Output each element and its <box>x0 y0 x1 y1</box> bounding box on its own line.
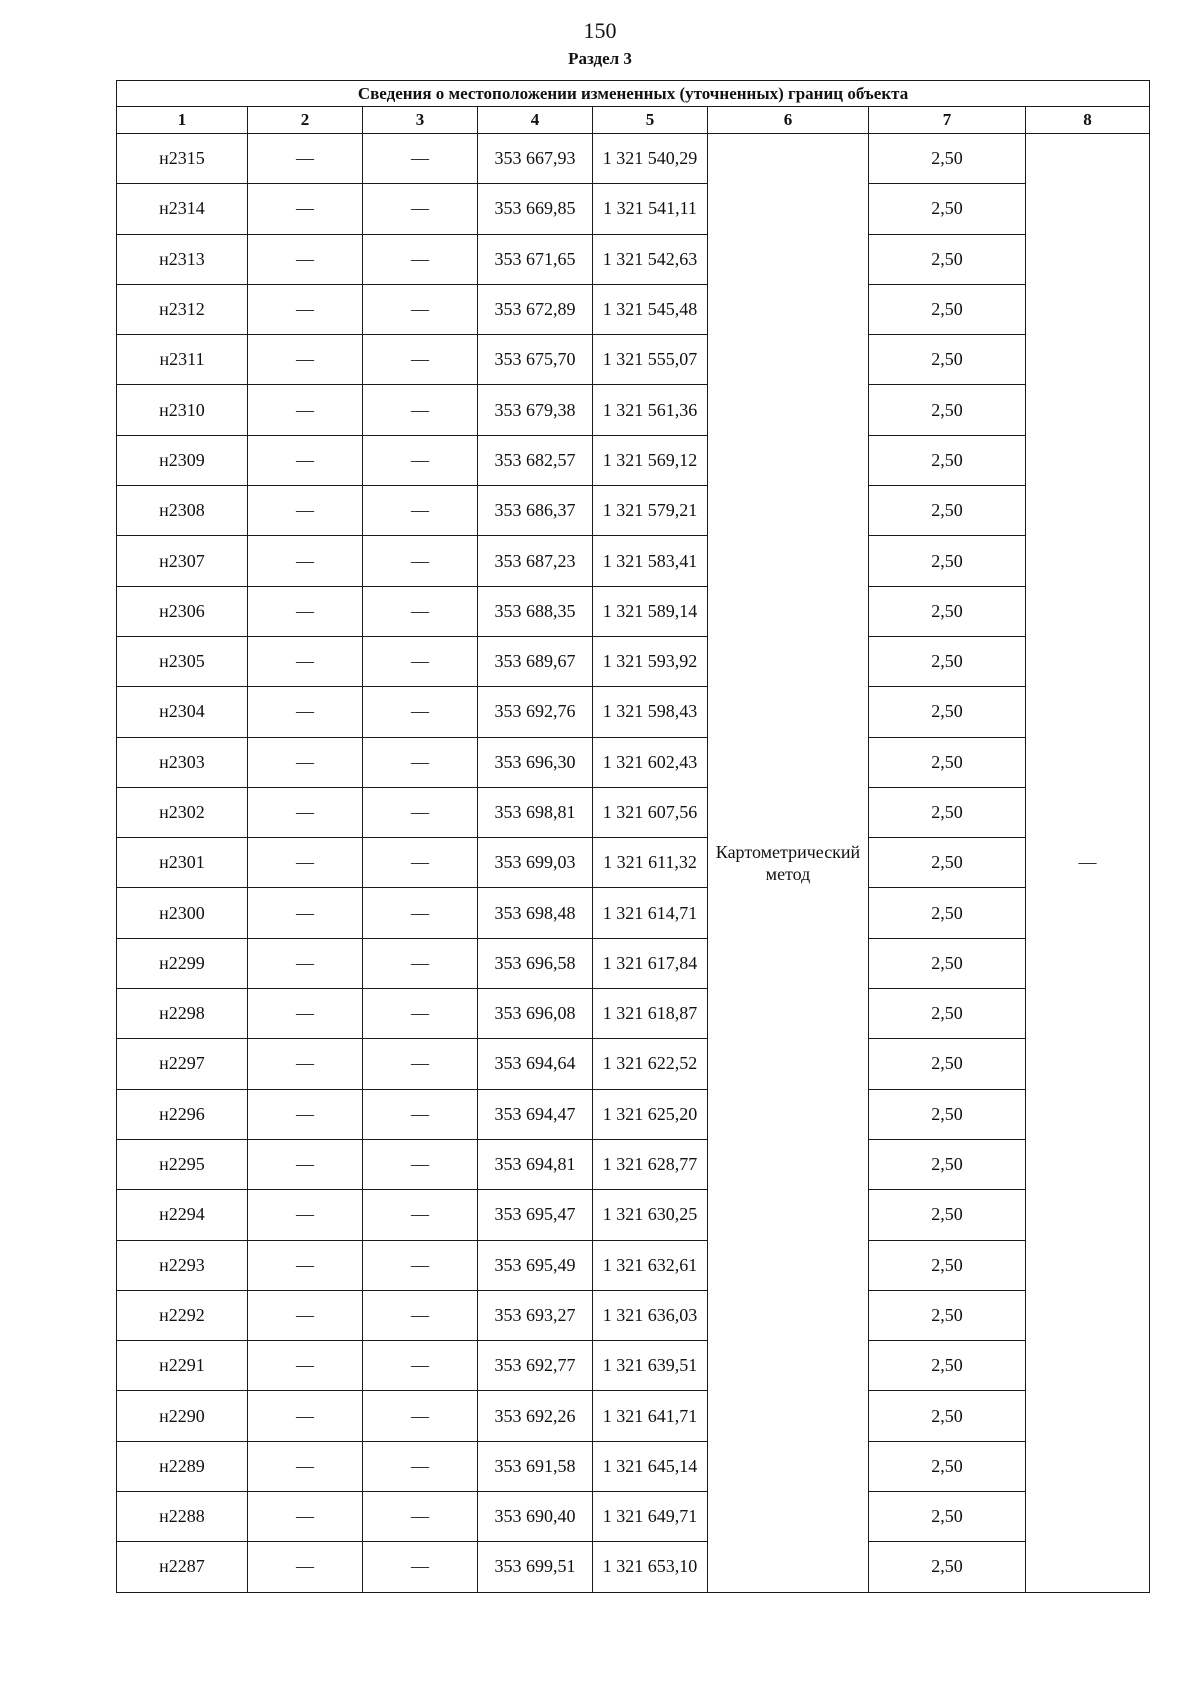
x-coordinate-cell: 353 692,76 <box>478 687 593 737</box>
point-id-cell: н2288 <box>117 1492 248 1542</box>
column-2-cell: — <box>248 234 363 284</box>
point-id-cell: н2304 <box>117 687 248 737</box>
column-index-row <box>117 107 1150 134</box>
column-3-cell: — <box>363 989 478 1039</box>
column-2-cell: — <box>248 536 363 586</box>
y-coordinate-cell: 1 321 540,29 <box>593 134 708 184</box>
column-2-cell: — <box>248 435 363 485</box>
boundary-coordinates-table <box>116 80 1150 1593</box>
point-id-cell: н2314 <box>117 184 248 234</box>
point-id-cell: н2315 <box>117 134 248 184</box>
table-row <box>117 1391 1150 1441</box>
column-3-cell: — <box>363 385 478 435</box>
accuracy-cell: 2,50 <box>869 1542 1026 1592</box>
table-row <box>117 989 1150 1039</box>
x-coordinate-cell: 353 679,38 <box>478 385 593 435</box>
column-2-cell: — <box>248 385 363 435</box>
column-index: 7 <box>869 107 1026 134</box>
y-coordinate-cell: 1 321 593,92 <box>593 636 708 686</box>
x-coordinate-cell: 353 688,35 <box>478 586 593 636</box>
page-number: 150 <box>583 18 617 43</box>
column-2-cell: — <box>248 1089 363 1139</box>
accuracy-cell: 2,50 <box>869 1492 1026 1542</box>
column-2-cell: — <box>248 1441 363 1491</box>
table-row <box>117 284 1150 334</box>
column-3-cell: — <box>363 1139 478 1189</box>
point-id-cell: н2306 <box>117 586 248 636</box>
table-row <box>117 134 1150 184</box>
y-coordinate-cell: 1 321 653,10 <box>593 1542 708 1592</box>
column-index: 4 <box>478 107 593 134</box>
table-row <box>117 1089 1150 1139</box>
column-3-cell: — <box>363 1492 478 1542</box>
x-coordinate-cell: 353 694,64 <box>478 1039 593 1089</box>
table-row <box>117 486 1150 536</box>
y-coordinate-cell: 1 321 583,41 <box>593 536 708 586</box>
y-coordinate-cell: 1 321 598,43 <box>593 687 708 737</box>
column-3-cell: — <box>363 134 478 184</box>
y-coordinate-cell: 1 321 618,87 <box>593 989 708 1039</box>
column-2-cell: — <box>248 284 363 334</box>
point-id-cell: н2313 <box>117 234 248 284</box>
point-id-cell: н2300 <box>117 888 248 938</box>
point-id-cell: н2310 <box>117 385 248 435</box>
point-id-cell: н2290 <box>117 1391 248 1441</box>
table-row <box>117 586 1150 636</box>
table-row <box>117 435 1150 485</box>
x-coordinate-cell: 353 695,47 <box>478 1190 593 1240</box>
y-coordinate-cell: 1 321 579,21 <box>593 486 708 536</box>
y-coordinate-cell: 1 321 622,52 <box>593 1039 708 1089</box>
table-row <box>117 636 1150 686</box>
x-coordinate-cell: 353 690,40 <box>478 1492 593 1542</box>
column-3-cell: — <box>363 536 478 586</box>
point-id-cell: н2307 <box>117 536 248 586</box>
table-row <box>117 838 1150 888</box>
point-id-cell: н2305 <box>117 636 248 686</box>
accuracy-cell: 2,50 <box>869 134 1026 184</box>
column-3-cell: — <box>363 1341 478 1391</box>
point-id-cell: н2312 <box>117 284 248 334</box>
column-index: 8 <box>1026 107 1150 134</box>
x-coordinate-cell: 353 699,51 <box>478 1542 593 1592</box>
x-coordinate-cell: 353 694,47 <box>478 1089 593 1139</box>
y-coordinate-cell: 1 321 602,43 <box>593 737 708 787</box>
table-caption: Сведения о местоположении измененных (уточненных) границ объекта <box>117 81 1150 107</box>
column-index: 6 <box>708 107 869 134</box>
x-coordinate-cell: 353 672,89 <box>478 284 593 334</box>
x-coordinate-cell: 353 696,58 <box>478 938 593 988</box>
y-coordinate-cell: 1 321 561,36 <box>593 385 708 435</box>
accuracy-cell: 2,50 <box>869 1139 1026 1189</box>
table-row <box>117 1240 1150 1290</box>
column-2-cell: — <box>248 1039 363 1089</box>
accuracy-cell: 2,50 <box>869 1190 1026 1240</box>
x-coordinate-cell: 353 667,93 <box>478 134 593 184</box>
x-coordinate-cell: 353 691,58 <box>478 1441 593 1491</box>
table-row <box>117 1341 1150 1391</box>
accuracy-cell: 2,50 <box>869 737 1026 787</box>
table-row <box>117 787 1150 837</box>
table-row <box>117 1290 1150 1340</box>
column-2-cell: — <box>248 1542 363 1592</box>
column-3-cell: — <box>363 888 478 938</box>
y-coordinate-cell: 1 321 589,14 <box>593 586 708 636</box>
column-2-cell: — <box>248 787 363 837</box>
table-row <box>117 335 1150 385</box>
y-coordinate-cell: 1 321 569,12 <box>593 435 708 485</box>
column-2-cell: — <box>248 938 363 988</box>
column-3-cell: — <box>363 586 478 636</box>
y-coordinate-cell: 1 321 641,71 <box>593 1391 708 1441</box>
column-3-cell: — <box>363 184 478 234</box>
point-id-cell: н2287 <box>117 1542 248 1592</box>
point-id-cell: н2302 <box>117 787 248 837</box>
y-coordinate-cell: 1 321 645,14 <box>593 1441 708 1491</box>
column-index: 5 <box>593 107 708 134</box>
column-2-cell: — <box>248 486 363 536</box>
accuracy-cell: 2,50 <box>869 1039 1026 1089</box>
accuracy-cell: 2,50 <box>869 888 1026 938</box>
table-row <box>117 888 1150 938</box>
column-3-cell: — <box>363 687 478 737</box>
column-3-cell: — <box>363 1391 478 1441</box>
column-2-cell: — <box>248 1290 363 1340</box>
y-coordinate-cell: 1 321 628,77 <box>593 1139 708 1189</box>
accuracy-cell: 2,50 <box>869 335 1026 385</box>
point-id-cell: н2309 <box>117 435 248 485</box>
table-row <box>117 385 1150 435</box>
y-coordinate-cell: 1 321 611,32 <box>593 838 708 888</box>
table-row <box>117 234 1150 284</box>
y-coordinate-cell: 1 321 632,61 <box>593 1240 708 1290</box>
column-3-cell: — <box>363 1039 478 1089</box>
x-coordinate-cell: 353 698,48 <box>478 888 593 938</box>
x-coordinate-cell: 353 694,81 <box>478 1139 593 1189</box>
column-3-cell: — <box>363 1441 478 1491</box>
column-index: 1 <box>117 107 248 134</box>
accuracy-cell: 2,50 <box>869 234 1026 284</box>
point-id-cell: н2298 <box>117 989 248 1039</box>
point-id-cell: н2301 <box>117 838 248 888</box>
point-id-cell: н2299 <box>117 938 248 988</box>
accuracy-cell: 2,50 <box>869 486 1026 536</box>
column-3-cell: — <box>363 1290 478 1340</box>
x-coordinate-cell: 353 696,30 <box>478 737 593 787</box>
accuracy-cell: 2,50 <box>869 1290 1026 1340</box>
x-coordinate-cell: 353 671,65 <box>478 234 593 284</box>
column-3-cell: — <box>363 1240 478 1290</box>
table-row <box>117 1492 1150 1542</box>
accuracy-cell: 2,50 <box>869 938 1026 988</box>
point-id-cell: н2296 <box>117 1089 248 1139</box>
accuracy-cell: 2,50 <box>869 284 1026 334</box>
method-cell: Картометрический метод <box>708 134 869 1593</box>
x-coordinate-cell: 353 699,03 <box>478 838 593 888</box>
table-row <box>117 1039 1150 1089</box>
point-id-cell: н2311 <box>117 335 248 385</box>
x-coordinate-cell: 353 692,26 <box>478 1391 593 1441</box>
column-2-cell: — <box>248 888 363 938</box>
column-2-cell: — <box>248 586 363 636</box>
table-row <box>117 1441 1150 1491</box>
accuracy-cell: 2,50 <box>869 435 1026 485</box>
column-2-cell: — <box>248 838 363 888</box>
point-id-cell: н2292 <box>117 1290 248 1340</box>
point-id-cell: н2289 <box>117 1441 248 1491</box>
column-3-cell: — <box>363 838 478 888</box>
x-coordinate-cell: 353 698,81 <box>478 787 593 837</box>
x-coordinate-cell: 353 689,67 <box>478 636 593 686</box>
column-index: 2 <box>248 107 363 134</box>
x-coordinate-cell: 353 675,70 <box>478 335 593 385</box>
x-coordinate-cell: 353 695,49 <box>478 1240 593 1290</box>
accuracy-cell: 2,50 <box>869 1240 1026 1290</box>
table-row <box>117 737 1150 787</box>
accuracy-cell: 2,50 <box>869 636 1026 686</box>
x-coordinate-cell: 353 669,85 <box>478 184 593 234</box>
column-3-cell: — <box>363 1542 478 1592</box>
accuracy-cell: 2,50 <box>869 1341 1026 1391</box>
accuracy-cell: 2,50 <box>869 1391 1026 1441</box>
accuracy-cell: 2,50 <box>869 586 1026 636</box>
y-coordinate-cell: 1 321 614,71 <box>593 888 708 938</box>
table-row <box>117 1139 1150 1189</box>
column-2-cell: — <box>248 1391 363 1441</box>
column-2-cell: — <box>248 989 363 1039</box>
column-3-cell: — <box>363 938 478 988</box>
accuracy-cell: 2,50 <box>869 385 1026 435</box>
accuracy-cell: 2,50 <box>869 184 1026 234</box>
column-2-cell: — <box>248 737 363 787</box>
x-coordinate-cell: 353 682,57 <box>478 435 593 485</box>
column-2-cell: — <box>248 1341 363 1391</box>
point-id-cell: н2293 <box>117 1240 248 1290</box>
column-2-cell: — <box>248 1190 363 1240</box>
column-3-cell: — <box>363 234 478 284</box>
accuracy-cell: 2,50 <box>869 838 1026 888</box>
column-3-cell: — <box>363 1190 478 1240</box>
table-row <box>117 184 1150 234</box>
y-coordinate-cell: 1 321 625,20 <box>593 1089 708 1139</box>
point-id-cell: н2303 <box>117 737 248 787</box>
point-id-cell: н2297 <box>117 1039 248 1089</box>
table-row <box>117 1190 1150 1240</box>
x-coordinate-cell: 353 696,08 <box>478 989 593 1039</box>
y-coordinate-cell: 1 321 607,56 <box>593 787 708 837</box>
point-id-cell: н2295 <box>117 1139 248 1189</box>
table-body <box>117 134 1150 1593</box>
accuracy-cell: 2,50 <box>869 687 1026 737</box>
column-3-cell: — <box>363 335 478 385</box>
column-2-cell: — <box>248 1240 363 1290</box>
y-coordinate-cell: 1 321 630,25 <box>593 1190 708 1240</box>
x-coordinate-cell: 353 686,37 <box>478 486 593 536</box>
accuracy-cell: 2,50 <box>869 787 1026 837</box>
table-row <box>117 1542 1150 1592</box>
accuracy-cell: 2,50 <box>869 1441 1026 1491</box>
x-coordinate-cell: 353 693,27 <box>478 1290 593 1340</box>
column-3-cell: — <box>363 284 478 334</box>
column-2-cell: — <box>248 335 363 385</box>
y-coordinate-cell: 1 321 542,63 <box>593 234 708 284</box>
table-row <box>117 536 1150 586</box>
section-title: Раздел 3 <box>568 49 632 68</box>
x-coordinate-cell: 353 687,23 <box>478 536 593 586</box>
y-coordinate-cell: 1 321 545,48 <box>593 284 708 334</box>
y-coordinate-cell: 1 321 639,51 <box>593 1341 708 1391</box>
column-2-cell: — <box>248 1139 363 1189</box>
column-2-cell: — <box>248 184 363 234</box>
column-8-cell: — <box>1026 134 1150 1593</box>
y-coordinate-cell: 1 321 649,71 <box>593 1492 708 1542</box>
column-3-cell: — <box>363 435 478 485</box>
accuracy-cell: 2,50 <box>869 1089 1026 1139</box>
table-row <box>117 687 1150 737</box>
point-id-cell: н2291 <box>117 1341 248 1391</box>
column-2-cell: — <box>248 687 363 737</box>
column-3-cell: — <box>363 636 478 686</box>
column-2-cell: — <box>248 134 363 184</box>
accuracy-cell: 2,50 <box>869 536 1026 586</box>
column-3-cell: — <box>363 1089 478 1139</box>
column-index: 3 <box>363 107 478 134</box>
y-coordinate-cell: 1 321 541,11 <box>593 184 708 234</box>
x-coordinate-cell: 353 692,77 <box>478 1341 593 1391</box>
y-coordinate-cell: 1 321 617,84 <box>593 938 708 988</box>
point-id-cell: н2294 <box>117 1190 248 1240</box>
y-coordinate-cell: 1 321 555,07 <box>593 335 708 385</box>
column-3-cell: — <box>363 486 478 536</box>
column-2-cell: — <box>248 1492 363 1542</box>
point-id-cell: н2308 <box>117 486 248 536</box>
column-3-cell: — <box>363 737 478 787</box>
column-3-cell: — <box>363 787 478 837</box>
column-2-cell: — <box>248 636 363 686</box>
table-row <box>117 938 1150 988</box>
accuracy-cell: 2,50 <box>869 989 1026 1039</box>
y-coordinate-cell: 1 321 636,03 <box>593 1290 708 1340</box>
